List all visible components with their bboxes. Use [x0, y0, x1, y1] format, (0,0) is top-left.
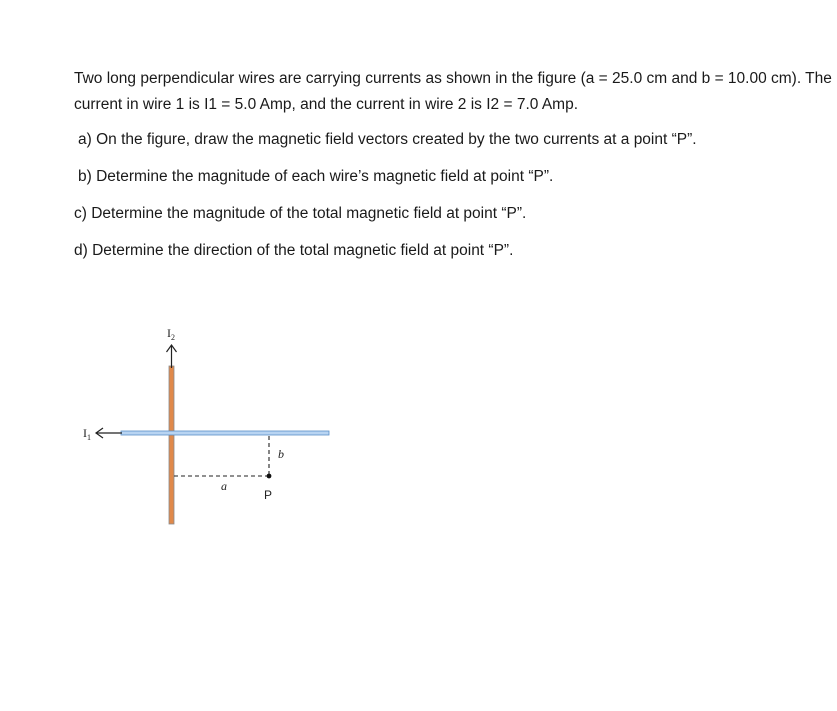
part-a: a) On the figure, draw the magnetic field vectors created by the two currents at a point “P”.: [78, 131, 697, 148]
part-c: c) Determine the magnitude of the total magnetic field at point “P”.: [74, 205, 527, 222]
part-d: d) Determine the direction of the total magnetic field at point “P”.: [74, 242, 514, 259]
problem-statement: [74, 66, 834, 275]
wire-2: [169, 366, 174, 524]
part-b: b) Determine the magnitude of each wire’s magnetic field at point “P”.: [78, 168, 554, 185]
wire-2-arrow-head: [167, 345, 177, 352]
wire-1: [121, 431, 329, 435]
distance-a-label: a: [221, 479, 227, 493]
problem-intro: Two long perpendicular wires are carrying currents as shown in the figure (a = 25.0 cm and b = 10.00 cm). The current in wire 1 is I1 = 5.0 Amp, and the current in wire 2 is I2 = 7.0 Amp.: [74, 70, 832, 113]
distance-b-label: b: [278, 447, 284, 461]
point-p-marker: [267, 474, 272, 479]
point-p-label: P: [264, 488, 273, 502]
wire-2-label: $I_2$: [167, 326, 175, 342]
wire-1-label: $I_1$: [83, 426, 91, 442]
wire-1-arrow-head: [96, 428, 103, 438]
